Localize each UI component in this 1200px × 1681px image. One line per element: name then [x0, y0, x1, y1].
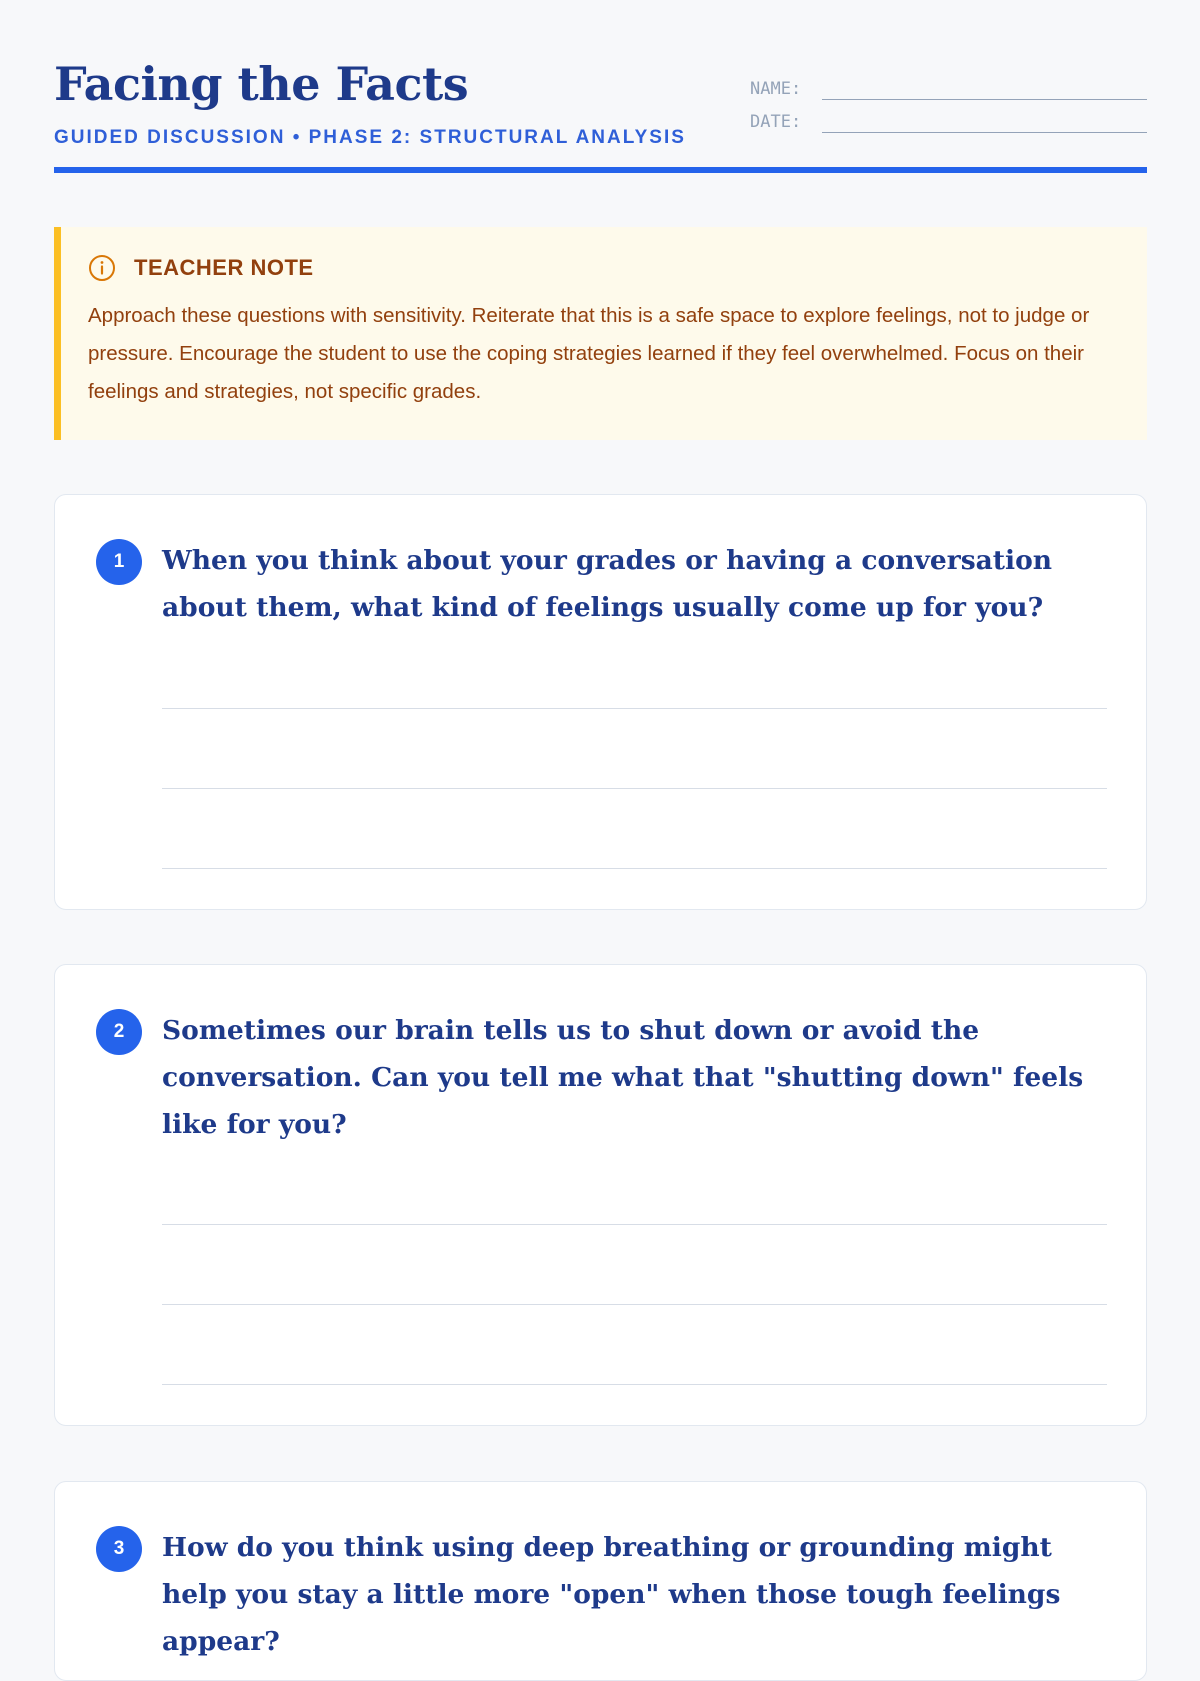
- student-info: [750, 78, 1147, 144]
- info-circle-icon: [88, 254, 116, 282]
- question-number-badge: 2: [96, 1009, 142, 1055]
- teacher-note-text: Approach these questions with sensitivity. Reiterate that this is a safe space to explore feelings, not to judge or pressure. Encourage the student to use the coping strategies learned if they feel overwhelmed. Focus on their feelings and strategies, not specific grades.: [88, 304, 1090, 403]
- header-divider: [54, 167, 1147, 173]
- question-card-2: [54, 964, 1147, 1426]
- answer-line[interactable]: [162, 788, 1107, 789]
- worksheet-header: [54, 56, 1147, 176]
- answer-line[interactable]: [162, 868, 1107, 869]
- page-subtitle: GUIDED DISCUSSION • PHASE 2: STRUCTURAL ANALYSIS: [54, 127, 686, 148]
- worksheet-page: [54, 0, 1147, 1657]
- teacher-note: [54, 227, 1147, 440]
- date-label: DATE:: [750, 112, 802, 132]
- date-row: [750, 111, 1147, 133]
- answer-line[interactable]: [162, 1224, 1107, 1225]
- answer-line[interactable]: [162, 708, 1107, 709]
- answer-line[interactable]: [162, 1304, 1107, 1305]
- answer-line[interactable]: [162, 1384, 1107, 1385]
- date-field[interactable]: [822, 114, 1147, 133]
- question-card-1: [54, 494, 1147, 910]
- name-label: NAME:: [750, 79, 802, 99]
- name-field[interactable]: [822, 81, 1147, 100]
- teacher-note-title: TEACHER NOTE: [134, 255, 314, 280]
- question-text: How do you think using deep breathing or grounding might help you stay a little more "open" when those tough feelings appear?: [162, 1532, 1061, 1657]
- question-text: Sometimes our brain tells us to shut down or avoid the conversation. Can you tell me what that "shutting down" feels like for you?: [162, 1015, 1084, 1140]
- question-number-badge: 3: [96, 1526, 142, 1572]
- page-title: Facing the Facts: [54, 57, 469, 111]
- question-text: When you think about your grades or having a conversation about them, what kind of feelings usually come up for you?: [162, 545, 1053, 623]
- question-number-badge: 1: [96, 539, 142, 585]
- question-card-3: [54, 1481, 1147, 1681]
- name-row: [750, 78, 1147, 100]
- teacher-note-header: [88, 253, 1121, 283]
